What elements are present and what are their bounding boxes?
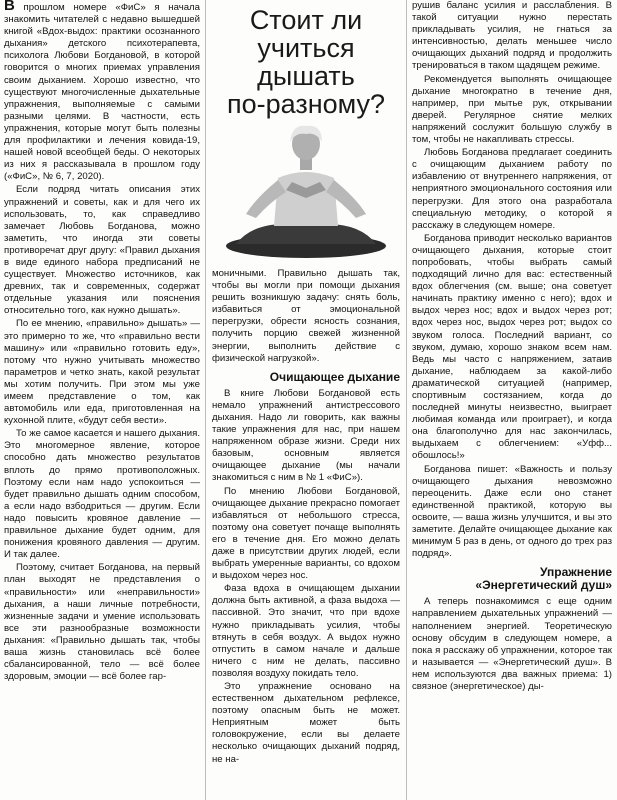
paragraph: То же самое касается и нашего дыхания. Это многомерное явление, которое способно дать множество результатов вплоть до прямо противоположных. Поэтому если нам надо успокоиться — будет правильно дышать одним способом, а если надо взбодриться — другим. Если надо повысить кровяное давление — правильное дыхание будет одним, для понижения кровяного давления — другим. И так далее.: [4, 428, 200, 561]
drop-cap: В: [4, 0, 15, 14]
column-divider: [205, 0, 206, 800]
column-2: [212, 0, 400, 767]
paragraph: Любовь Богданова предлагает соединить с очищающим дыханием работу по избавлению от внутреннего напряжения, от неприятного эмоционального состояния или перегрузки. Для этого она разработала специальную методику, о которой я расскажу в следующем номере.: [412, 147, 612, 231]
paragraph: рушив баланс усилия и расслабления. В такой ситуации нужно перестать прикладывать усилия, не гнаться за интенсивностью, делать меньшее число очищающих дыханий подряд и продолжить тренироваться в таком щадящем режиме.: [412, 0, 612, 72]
section-heading: Очищающее дыхание: [269, 369, 400, 384]
column-1: [4, 0, 200, 684]
column-3: [412, 0, 612, 694]
paragraph: Если подряд читать описания этих упражнений и советы, как и для чего их использовать, то, как справедливо замечает Любовь Богданова, можно заметить, что иногда эти советы противоречат друг другу: «Правил дыхания в виде единого набора предписаний не существует. Множество источников, как древних, так и современных, содержат отдельные указания или пояснения относительно того, как нужно дышать».: [4, 184, 200, 317]
headline: Стоит ли учиться дышать по-разному?: [226, 5, 386, 119]
section-heading: Упражнение «Энергетический душ»: [475, 565, 612, 593]
paragraph: моничными. Правильно дышать так, чтобы вы могли при помощи дыхания решить возникшую задачу: снять боль, избавиться от эмоциональной перегрузки, обрести ясность сознания, получить порцию свежей жизненной энергии, выполнить действие с физической нагрузкой».: [212, 268, 400, 364]
paragraph: Фаза вдоха в очищающем дыхании должна быть активной, а фаза выдоха — пассивной. Это значит, что при вдохе нужно прикладывать усилия, чтобы втянуть в себя воздух. А выдох нужно отпустить в самом начале и дальше ничего с ним не делать, пассивно позволяя воздуху покидать тело.: [212, 583, 400, 679]
paragraph: Богданова приводит несколько вариантов очищающего дыхания, которые стоит попробовать, чтобы выбрать самый подходящий лично для вас: естественный вдох облегчения (см. выше; она советует начинать практику именно с него); вдох и выдох через нос; вдох и выдох через рот; вдох через нос, выдох через рот; выдох со звуком голоса. Последний вариант, со звуком, думаю, хорошо знаком всем нам. Ведь мы часто с напряжением, затаив дыхание, наблюдаем за какой-либо драматической ситуацией (например, спортивным состязанием, когда до последней минуты неизвестно, выиграет любимая команда или проиграет), и когда она благополучно для нас закончилась, выдыхаем с облегчением: «Уфф... обошлось!»: [412, 232, 612, 462]
paragraph: Поэтому, считает Богданова, на первый план выходят не представления о «правильности» или «неправильности» дыхания, а наши личные потребности, жизненные задачи и умение использовать все эти разнообразные возможности дыхания: «Правильно дышать так, чтобы ваша жизнь становилась всё более сбалансированной, тело — всё более здоровым, эмоции — всё более гар-: [4, 562, 200, 683]
paragraph: В книге Любови Богдановой есть немало упражнений антистрессового дыхания. Надо ли говорить, как важны такие упражнения для нас, при нашем напряженном образе жизни. Среди них базовым, основным является очищающее дыхание (мы начали знакомиться с ним в № 1 «ФиС»).: [212, 387, 400, 484]
headline-block: [212, 0, 400, 262]
paragraph: В прошлом номере «ФиС» я начала знакомить читателей с недавно вышедшей книгой «Вдох-выдох: практики осознанного дыхания» детского психотерапевта, психолога Любови Богдановой, в которой говорится о многих приемах управления своим дыханием. Хорошо известно, что существуют многочисленные дыхательные упражнения, выполняемые с самыми разными целями. В частности, есть упражнения, которые могут быть полезны для профилактики и лечения ковида-19, нашей новой всеобщей беды. О некоторых из них я рассказывала в прошлом году («ФиС», № 6, 7, 2020).: [4, 0, 200, 183]
paragraph: Богданова пишет: «Важность и пользу очищающего дыхания невозможно переоценить. Даже если оно станет единственной практикой, которую вы освоите, — ваша жизнь улучшится, и вы это заметите. Делайте очищающее дыхание как минимум 5 раз в день, от одного до трех раз подряд».: [412, 463, 612, 560]
meditating-woman-photo: [216, 118, 396, 260]
paragraph: Рекомендуется выполнять очищающее дыхание многократно в течение дня, например, при мытье рук, открывании дверей. Регулярное снятие мелких напряжений сослужит большую службу в том, чтобы не накапливать стрессы.: [412, 73, 612, 146]
column-divider: [406, 0, 407, 800]
paragraph: Это упражнение основано на естественном дыхательном рефлексе, поэтому опасным быть не может. Неприятным может быть головокружение, если вы делаете несколько очищающих дыханий подряд, не на-: [212, 681, 400, 765]
paragraph: По ее мнению, «правильно» дышать» — это примерно то же, что «правильно вести машину» или «правильно готовить еду», потому что нужно учитывать множество параметров и четко знать, какой результат мы хотим получить. При этом мы уже имеем представление о том, как автомобиль или еда, приготовленная на кухонной плите, «будут себя вести».: [4, 318, 200, 427]
paragraph: По мнению Любови Богдановой, очищающее дыхание прекрасно помогает избавляться от небольшого стресса, поэтому она советует почаще выполнять его в течение дня. Его можно делать даже в присутствии других людей, если выбрать умеренные варианты, со вдохом и выдохом через нос.: [212, 485, 400, 582]
paragraph: А теперь познакомимся с еще одним направлением дыхательных упражнений — наполнением энергией. Теоретическую основу обсудим в следующем номере, а пока я расскажу об упражнении, которое так и называется — «Энергетический душ». В нем используются два важных приема: 1) связное (энергетическое) ды-: [412, 596, 612, 692]
